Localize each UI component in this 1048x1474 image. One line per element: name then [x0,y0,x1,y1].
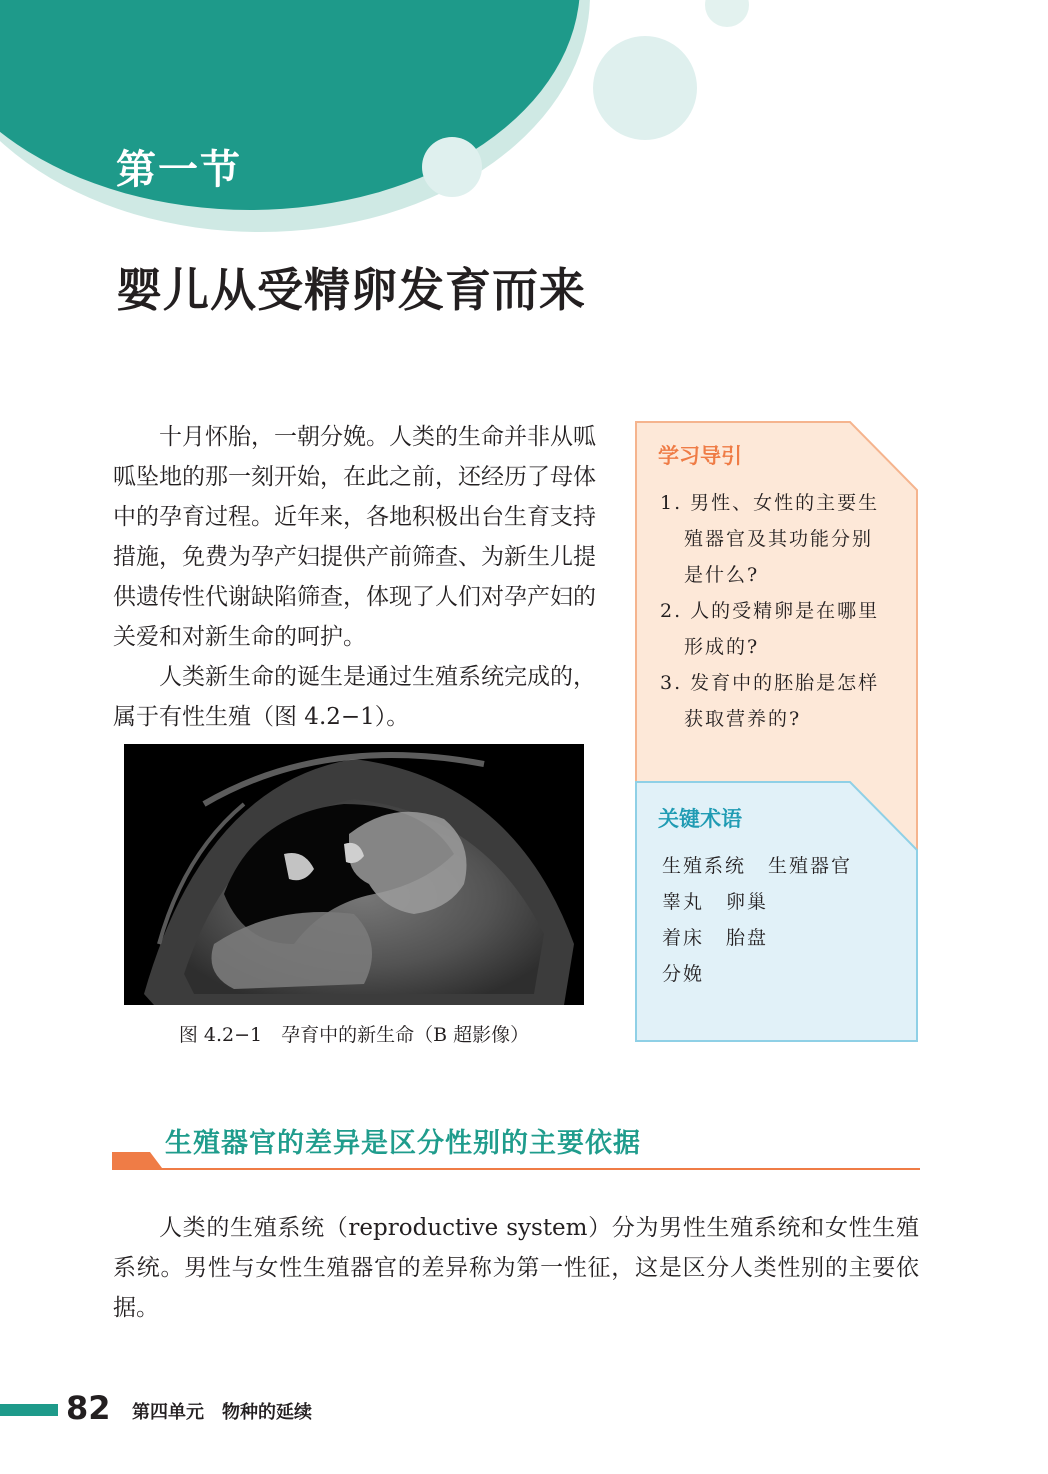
page-title: 婴儿从受精卵发育而来 [116,263,586,317]
guide-item-line: 3. 发育中的胚胎是怎样 [660,672,880,694]
term: 分娩 [662,963,705,985]
unit-title: 物种的延续 [222,1402,312,1423]
guide-item-line: 2. 人的受精卵是在哪里 [660,600,880,622]
section-heading: 生殖器官的差异是区分性别的主要依据 [165,1128,641,1159]
term: 睾丸 [662,891,705,913]
study-guide-list [660,485,900,737]
page-number: 82 [66,1389,111,1427]
intro-text [113,417,596,737]
term: 卵巢 [726,891,769,913]
intro-paragraph-2: 人类新生命的诞生是通过生殖系统完成的，属于有性生殖（图 4.2−1）。 [113,664,596,730]
term: 生殖系统 [662,855,747,877]
guide-item [660,593,900,665]
key-terms-title: 关键术语 [658,807,742,831]
ultrasound-image [124,744,584,1005]
section-label: 第一节 [116,147,242,193]
study-guide-title: 学习导引 [658,444,742,468]
deco-circle-mid [422,137,482,197]
header-teal-arc [0,0,580,210]
header-decoration [0,0,1048,240]
terms-row [662,884,892,920]
terms-row [662,956,892,992]
unit-label: 第四单元 [132,1402,204,1423]
section-paragraph: 人类的生殖系统（reproductive system）分为男性生殖系统和女性生殖系统。男性与女性生殖器官的差异称为第一性征，这是区分人类性别的主要依据。 [113,1215,919,1321]
guide-item [660,485,900,593]
guide-item-line: 殖器官及其功能分别 [684,528,874,550]
term: 着床 [662,927,705,949]
guide-item-line: 1. 男性、女性的主要生 [660,492,880,514]
terms-row [662,848,892,884]
term: 生殖器官 [768,855,853,877]
term: 胎盘 [726,927,769,949]
intro-paragraph-1: 十月怀胎，一朝分娩。人类的生命并非从呱呱坠地的那一刻开始，在此之前，还经历了母体中的孕育过程。近年来，各地积极出台生育支持措施，免费为孕产妇提供产前筛查、为新生儿提供遗传性代谢缺陷筛查，体现了人们对孕产妇的关爱和对新生命的呵护。 [113,424,596,650]
footer-unit [132,1398,312,1424]
guide-item [660,665,900,737]
figure-caption: 图 4.2−1 孕育中的新生命（B 超影像） [178,1024,530,1046]
guide-item-line: 是什么? [684,564,760,586]
deco-circle-large [593,36,697,140]
section-body [113,1208,919,1328]
guide-item-line: 获取营养的? [684,708,802,730]
terms-row [662,920,892,956]
deco-circle-small-top [705,0,749,27]
key-terms-list [662,848,892,992]
footer-bar [0,1404,58,1416]
guide-item-line: 形成的? [684,636,760,658]
